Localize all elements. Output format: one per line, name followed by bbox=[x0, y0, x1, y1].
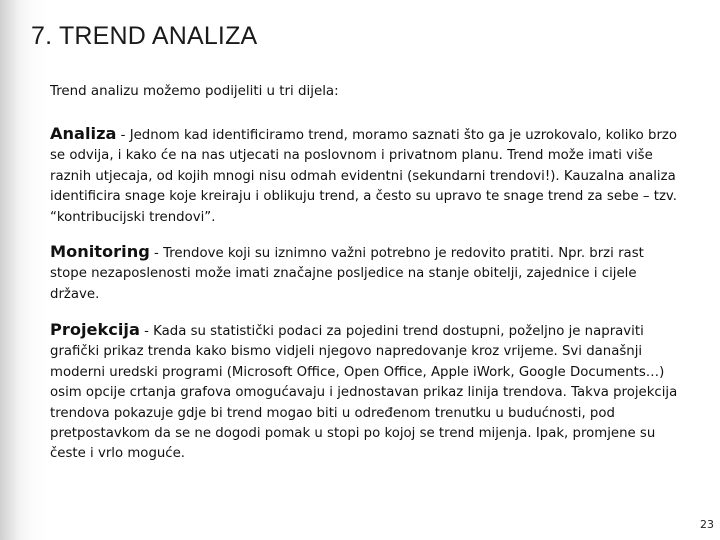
section-monitoring bbox=[50, 242, 682, 305]
section-heading: Monitoring bbox=[50, 242, 150, 261]
section-text: Jednom kad identificiramo trend, moramo saznati što ga je uzrokovalo, koliko brzo se odvija, i kako će na nas utjecati na poslovnom i privatnom planu. Trend može imati više raznih utjecaja, od kojih mnogi nisu odmah evidentni (sekundarni trendovi!). Kauzalna analiza identificira snage koje kreiraju i oblikuju trend, a često su upravo te snage trend za sebe – tzv. “kontribucijski trendovi”. bbox=[50, 128, 678, 225]
section-analiza bbox=[50, 124, 682, 228]
section-projekcija bbox=[50, 320, 682, 465]
section-text: Kada su statistički podaci za pojedini trend dostupni, poželjno je napraviti grafički prikaz trenda kako bismo vidjeli njegovo napredovanje kroz vrijeme. Svi današnji moderni uredski programi (Microsoft Office, Open Office, Apple iWork, Google Documents…) osim opcije crtanja grafova omogućavaju i jednostavan prikaz linija trendova. Takva projekcija trendova pokazuje gdje bi trend mogao biti u određenom trenutku u budućnosti, pod pretpostavkom da se ne dogodi pomak u stopi po kojoj se trend mijenja. Ipak, promjene su česte i vrlo moguće. bbox=[50, 324, 678, 462]
section-separator: - bbox=[116, 128, 130, 143]
page-number: 23 bbox=[700, 518, 714, 531]
section-text: Trendove koji su iznimno važni potrebno je redovito pratiti. Npr. brzi rast stope nezaposlenosti može imati značajne posljedice na stanje obitelji, zajednice i cijele države. bbox=[50, 246, 644, 302]
section-heading: Projekcija bbox=[50, 320, 140, 339]
section-separator: - bbox=[149, 246, 164, 261]
slide-title: 7. TREND ANALIZA bbox=[31, 22, 258, 50]
intro-text: Trend analizu možemo podijeliti u tri dijela: bbox=[50, 84, 339, 99]
section-heading: Analiza bbox=[50, 124, 117, 143]
section-separator: - bbox=[139, 324, 154, 339]
